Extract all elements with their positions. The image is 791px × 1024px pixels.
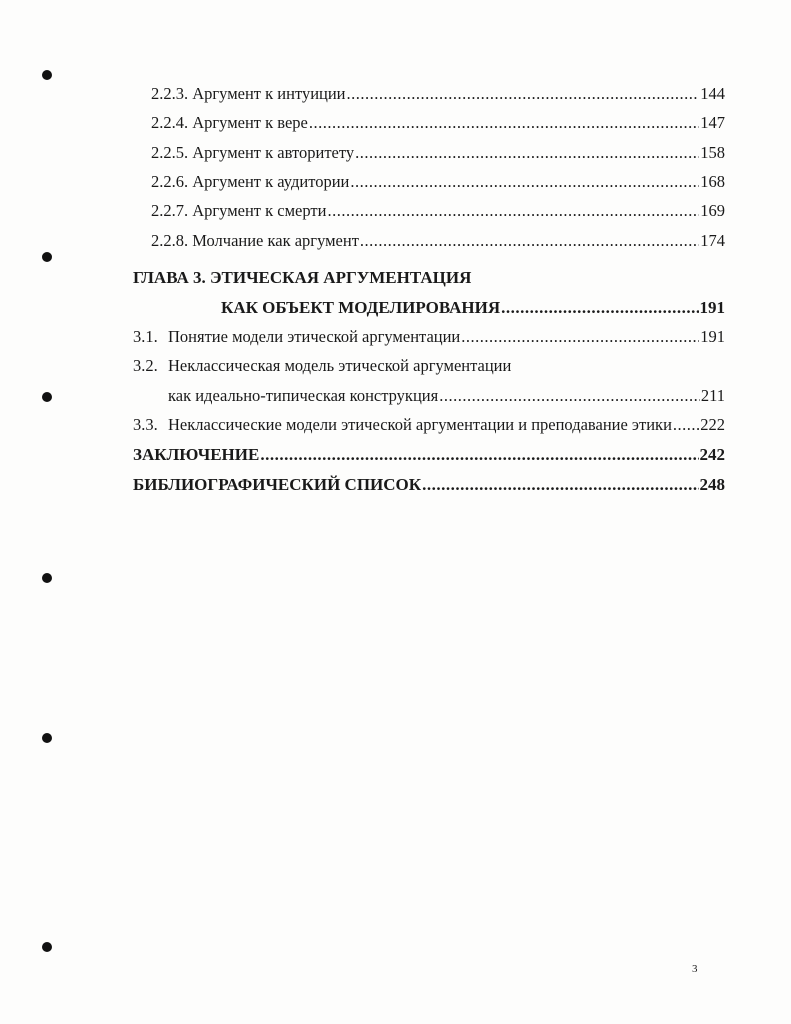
toc-entry-page: 174: [700, 231, 725, 250]
binder-hole: [42, 252, 52, 262]
toc-conclusion-page: 242: [699, 445, 725, 464]
toc-entry-number: 3.2.: [133, 356, 158, 375]
toc-entry-title: Аргумент к вере: [192, 113, 308, 132]
binder-hole: [42, 573, 52, 583]
dot-leader: [461, 327, 699, 347]
toc-entry-title: Понятие модели этической аргументации: [168, 327, 461, 346]
binder-hole: [42, 392, 52, 402]
toc-entry-title: Аргумент к авторитету: [192, 143, 355, 162]
toc-entry-number: 2.2.3.: [151, 84, 189, 103]
toc-entry-number: 3.1.: [133, 327, 158, 346]
toc-entry-page: 191: [700, 327, 725, 346]
binder-hole: [42, 942, 52, 952]
dot-leader: [673, 415, 699, 435]
toc-conclusion-title: ЗАКЛЮЧЕНИЕ: [133, 445, 260, 464]
toc-entry-number: 2.2.8.: [151, 231, 189, 250]
toc-entry-number: 2.2.6.: [151, 172, 189, 191]
toc-entry-page: 168: [700, 172, 725, 191]
dot-leader: [350, 172, 699, 192]
toc-bibliography-page: 248: [699, 475, 725, 494]
toc-entry-title: Аргумент к смерти: [192, 201, 327, 220]
toc-entry-page: 211: [700, 386, 725, 405]
chapter-heading-page: 191: [699, 298, 725, 317]
toc-entry-page: 158: [700, 143, 725, 162]
binder-hole: [42, 70, 52, 80]
toc-entry[interactable]: [151, 201, 725, 221]
toc-entry-number: 2.2.7.: [151, 201, 189, 220]
toc-entry-title: Аргумент к аудитории: [192, 172, 350, 191]
toc-entry-title: Молчание как аргумент: [192, 231, 359, 250]
toc-entry-title: Неклассические модели этической аргументации и преподавание этики: [168, 415, 672, 434]
page-number: 3: [692, 963, 698, 975]
dot-leader: [439, 386, 700, 406]
binder-hole: [42, 733, 52, 743]
toc-entry[interactable]: [151, 143, 725, 163]
toc-entry-number: 2.2.4.: [151, 113, 189, 132]
toc-entry-page: 144: [700, 84, 725, 103]
toc-entry-title: Неклассическая модель этической аргументации: [168, 356, 512, 375]
toc-bibliography-title: БИБЛИОГРАФИЧЕСКИЙ СПИСОК: [133, 475, 422, 494]
toc-entry[interactable]: [151, 172, 725, 192]
dot-leader: [309, 113, 699, 133]
dot-leader: [422, 475, 698, 495]
toc-entry[interactable]: [151, 231, 725, 251]
toc-entry-title: Аргумент к интуиции: [192, 84, 346, 103]
chapter-heading-cont[interactable]: [221, 298, 725, 318]
dot-leader: [501, 298, 698, 318]
dot-leader: [327, 201, 699, 221]
toc-entry-page: 222: [700, 415, 725, 434]
toc-entry-number: 2.2.5.: [151, 143, 189, 162]
toc-entry[interactable]: [133, 356, 511, 376]
toc-entry[interactable]: [133, 327, 725, 347]
toc-bibliography[interactable]: [133, 475, 725, 495]
toc-conclusion[interactable]: [133, 445, 725, 465]
toc-entry-number: 3.3.: [133, 415, 158, 434]
dot-leader: [355, 143, 699, 163]
dot-leader: [360, 231, 699, 251]
dot-leader: [347, 84, 700, 104]
toc-entry[interactable]: [133, 415, 725, 435]
chapter-heading-title: КАК ОБЪЕКТ МОДЕЛИРОВАНИЯ: [221, 298, 501, 317]
toc-entry[interactable]: [151, 113, 725, 133]
toc-entry[interactable]: [151, 84, 725, 104]
chapter-heading[interactable]: ГЛАВА 3. ЭТИЧЕСКАЯ АРГУМЕНТАЦИЯ: [133, 268, 472, 287]
toc-entry-cont[interactable]: [168, 386, 725, 406]
dot-leader: [260, 445, 698, 465]
toc-entry-title-cont: как идеально-типическая конструкция: [168, 386, 439, 405]
toc-entry-page: 169: [700, 201, 725, 220]
toc-entry-page: 147: [700, 113, 725, 132]
